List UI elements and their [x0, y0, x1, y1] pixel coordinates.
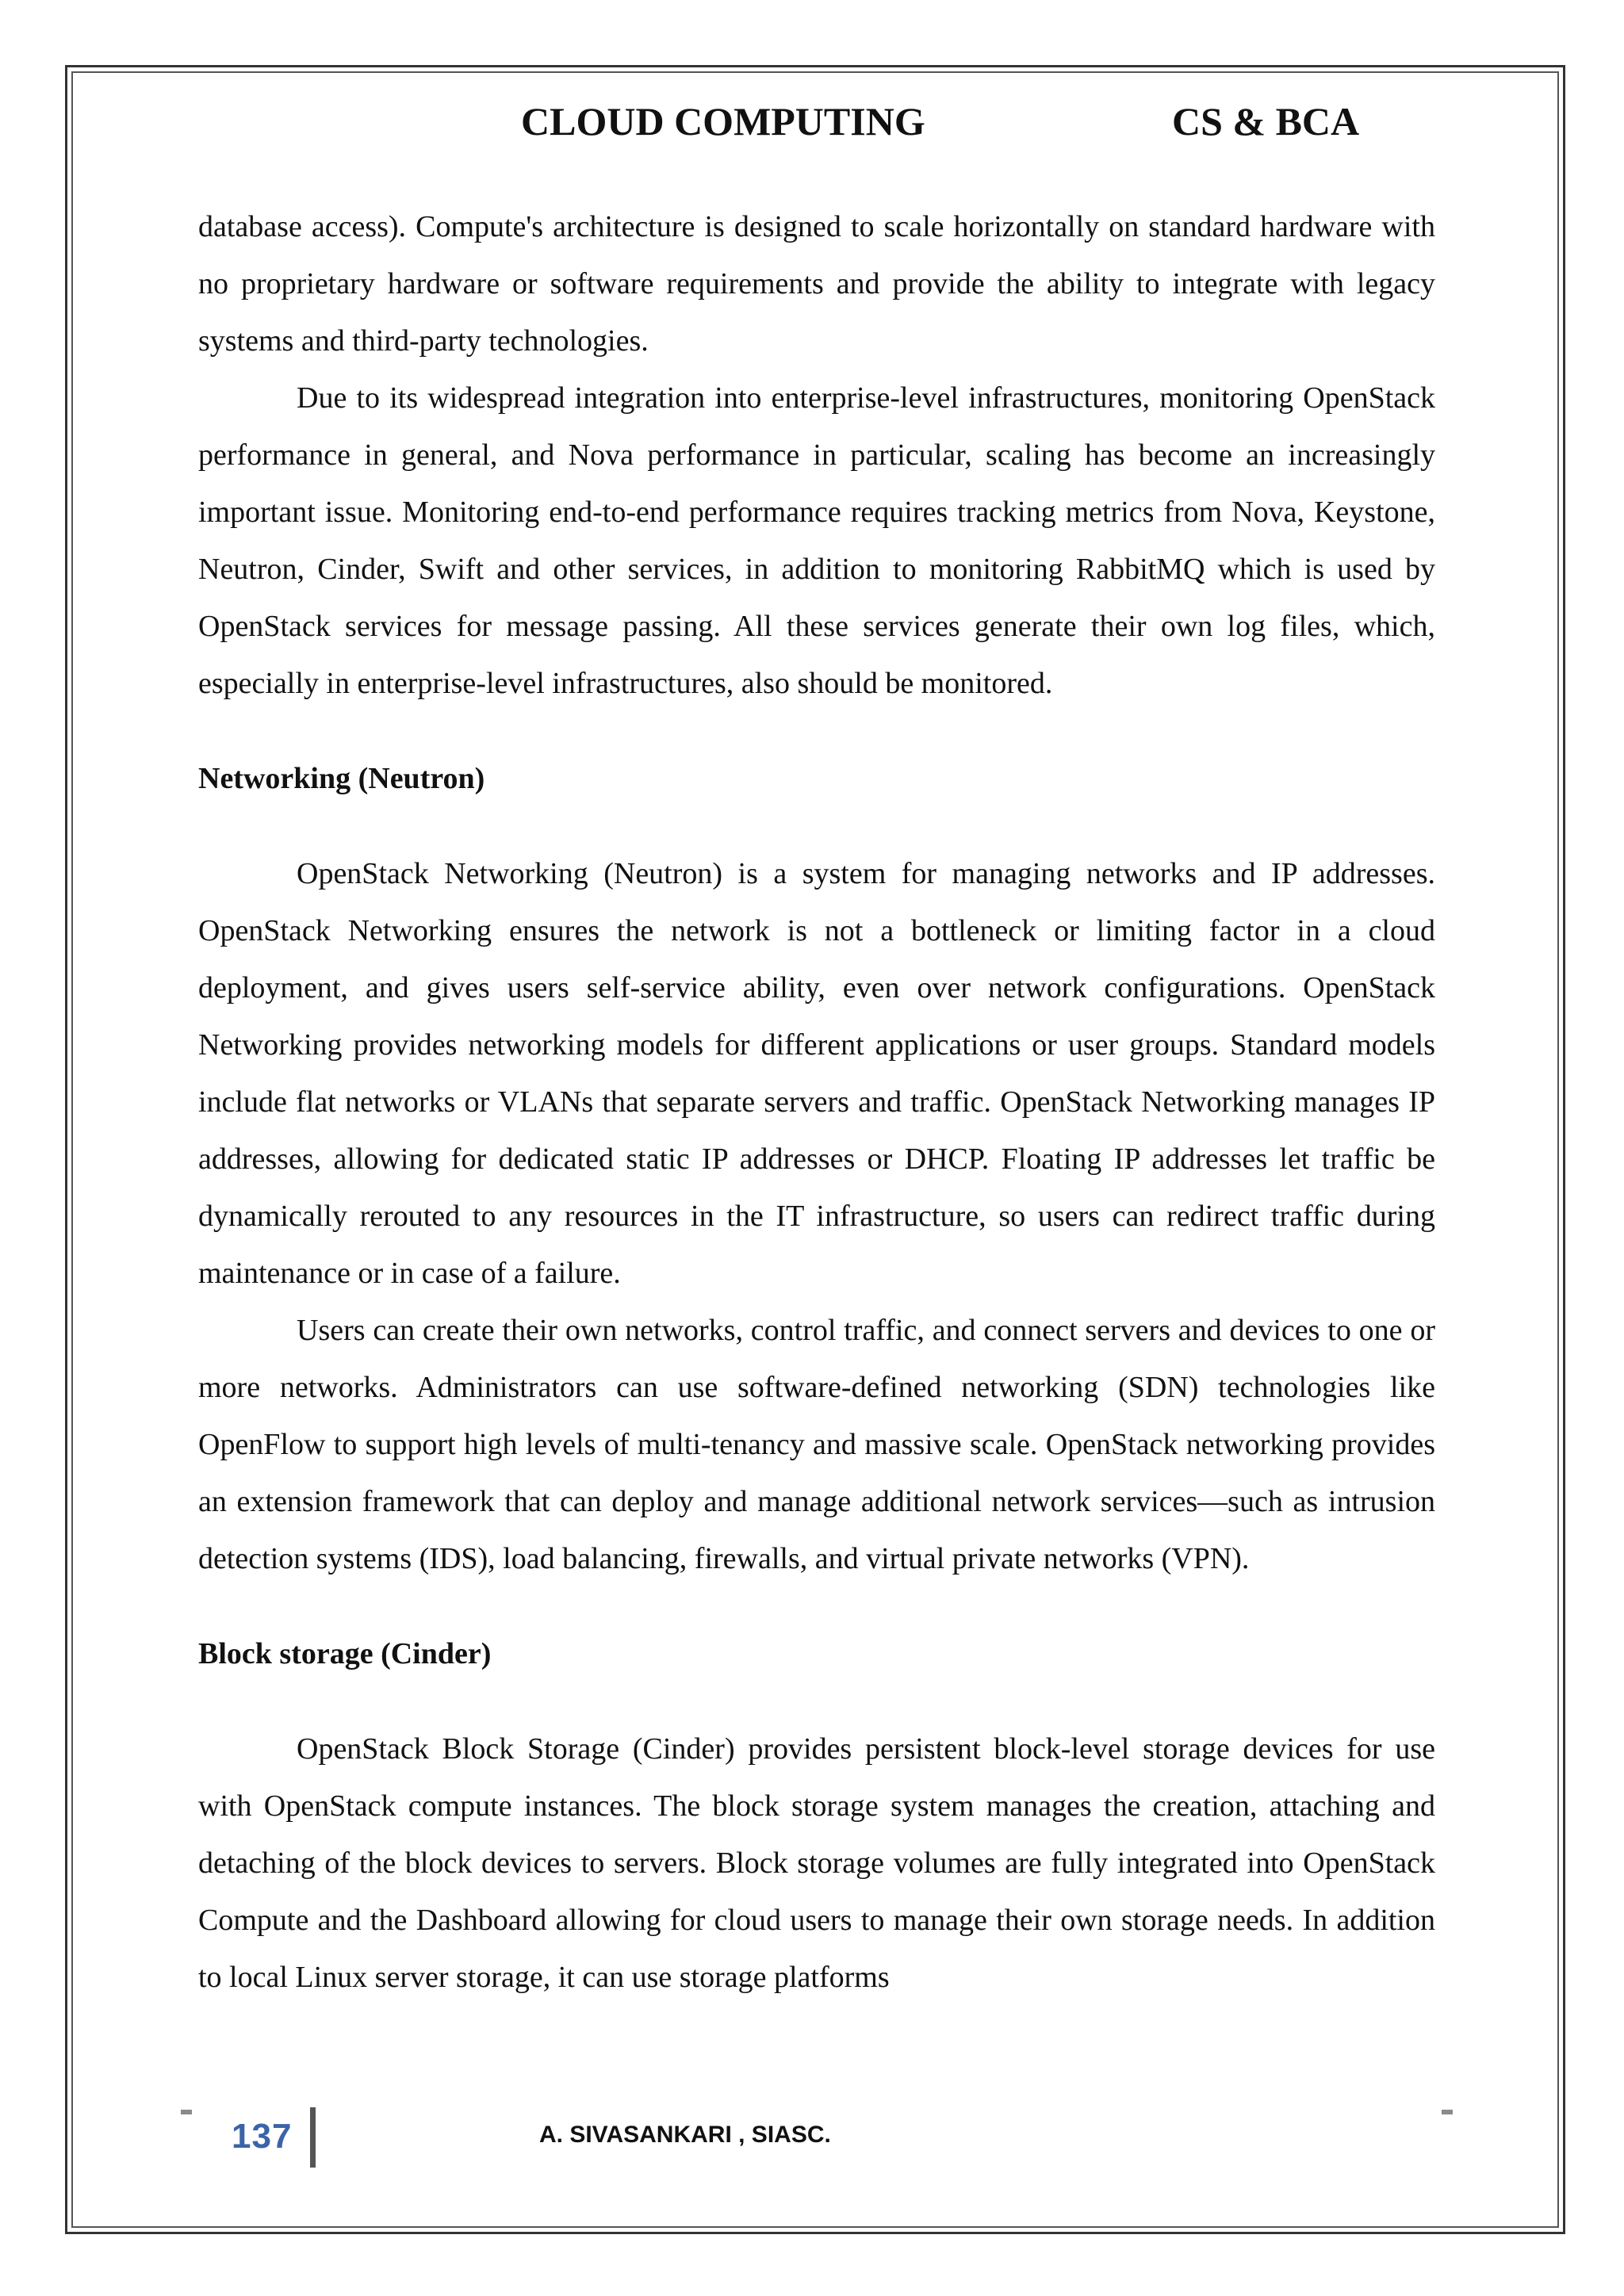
- paragraph-networking-users: Users can create their own networks, control traffic, and connect servers and devices to one or more networks. Administrators can use software-defined networking (SDN) technologies like OpenFlow to support high levels of multi-tenancy and massive scale. OpenStack networking provides an extension framework that can deploy and manage additional network services—such as intrusion detection systems (IDS), load balancing, firewalls, and virtual private networks (VPN).: [198, 1314, 1435, 1575]
- page-content: [198, 198, 1435, 2006]
- header-course: CS & BCA: [1172, 99, 1360, 144]
- page-number: 137: [232, 2117, 293, 2156]
- header-subject: CLOUD COMPUTING: [521, 99, 925, 144]
- page-number-divider: [310, 2107, 316, 2168]
- heading-networking: Networking (Neutron): [198, 762, 485, 795]
- footer-author: A. SIVASANKARI , SIASC.: [539, 2122, 831, 2148]
- paragraph-monitoring: Due to its widespread integration into enterprise-level infrastructures, monitoring OpenStack performance in general, and Nova performance in particular, scaling has become an increasingly important issue. Monitoring end-to-end performance requires tracking metrics from Nova, Keystone, Neutron, Cinder, Swift and other services, in addition to monitoring RabbitMQ which is used by OpenStack services for message passing. All these services generate their own log files, which, especially in enterprise-level infrastructures, also should be monitored.: [198, 381, 1435, 700]
- footer-marker-right: [1442, 2110, 1453, 2114]
- paragraph-compute-architecture: database access). Compute's architecture is designed to scale horizontally on standard hardware with no proprietary hardware or software requirements and provide the ability to integrate with legacy systems and third-party technologies.: [198, 210, 1435, 358]
- heading-block-storage: Block storage (Cinder): [198, 1637, 492, 1670]
- page-header: [0, 95, 1624, 151]
- paragraph-block-storage: OpenStack Block Storage (Cinder) provides persistent block-level storage devices for use with OpenStack compute instances. The block storage system manages the creation, attaching and detaching of the block devices to servers. Block storage volumes are fully integrated into OpenStack Compute and the Dashboard allowing for cloud users to manage their own storage needs. In addition to local Linux server storage, it can use storage platforms: [198, 1732, 1435, 1994]
- paragraph-networking-intro: OpenStack Networking (Neutron) is a system for managing networks and IP addresses. OpenStack Networking ensures the network is not a bottleneck or limiting factor in a cloud deployment, and gives users self-service ability, even over network configurations. OpenStack Networking provides networking models for different applications or user groups. Standard models include flat networks or VLANs that separate servers and traffic. OpenStack Networking manages IP addresses, allowing for dedicated static IP addresses or DHCP. Floating IP addresses let traffic be dynamically rerouted to any resources in the IT infrastructure, so users can redirect traffic during maintenance or in case of a failure.: [198, 857, 1435, 1290]
- footer-marker-left: [181, 2110, 192, 2114]
